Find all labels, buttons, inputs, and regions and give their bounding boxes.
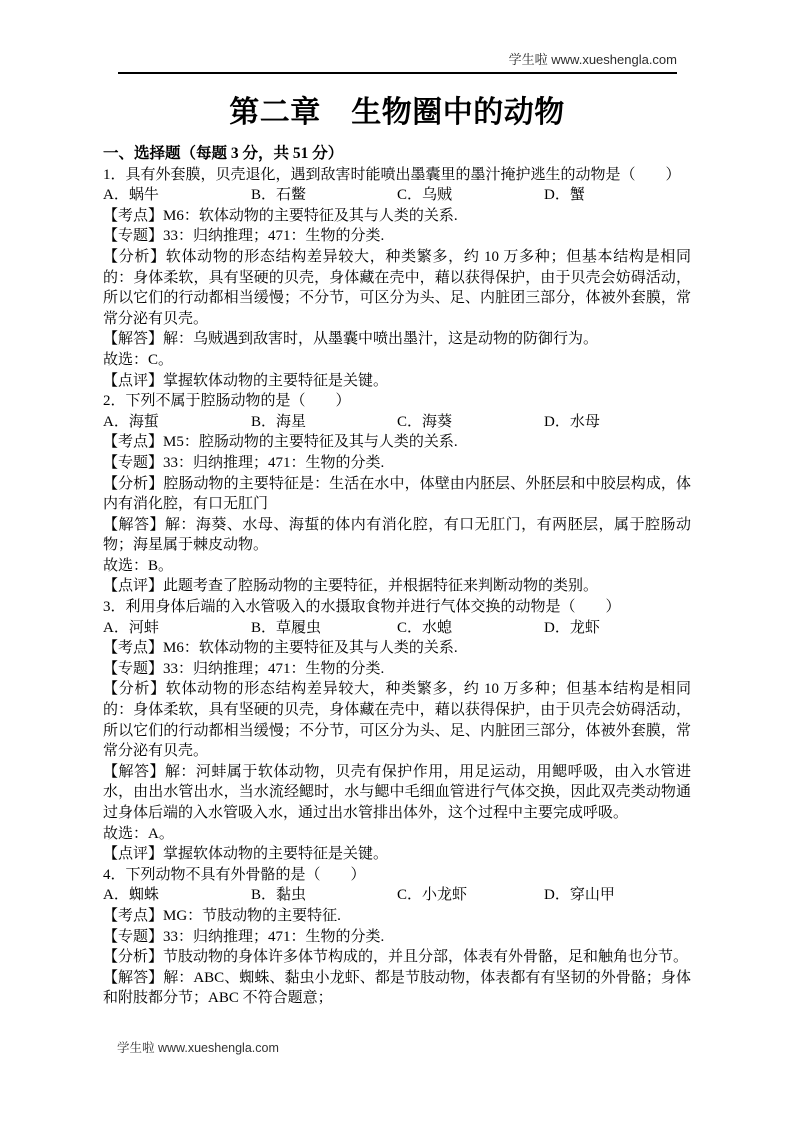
option-a: A．河蚌	[103, 619, 159, 636]
option-c: C．水螅	[397, 619, 453, 636]
explanation-paragraph: 【考点】M6：软体动物的主要特征及其与人类的关系.	[103, 207, 458, 224]
option-c: C．小龙虾	[397, 887, 468, 904]
option-b: B．黏虫	[251, 887, 307, 904]
explanation-paragraph: 故选：C。	[103, 351, 174, 368]
option-a: A．蜘蛛	[103, 887, 159, 904]
option-d: D．龙虾	[544, 619, 600, 636]
explanation-paragraph: 【分析】软体动物的形态结构差异较大，种类繁多，约 10 万多种；但基本结构是相同的：身体柔软，具有坚硬的贝壳，身体藏在壳中，藉以获得保护，由于贝壳会妨碍活动，所以它们的行动都相当缓慢；不分节，可区分为头、足、内脏团三部分，体被外套膜，常常分泌有贝壳。	[103, 248, 691, 327]
section-heading: 一、选择题（每题 3 分，共 51 分）	[103, 145, 344, 162]
explanation-paragraph: 【点评】此题考查了腔肠动物的主要特征，并根据特征来判断动物的类别。	[103, 578, 599, 595]
option-a: A．海蜇	[103, 413, 159, 430]
document-content	[103, 93, 691, 1009]
option-b: B．草履虫	[251, 619, 322, 636]
explanation-paragraph: 【专题】33：归纳推理；471：生物的分类.	[103, 928, 385, 945]
explanation-paragraph: 【考点】M5：腔肠动物的主要特征及其与人类的关系.	[103, 434, 458, 451]
options-row	[103, 618, 691, 639]
option-b: B．海星	[251, 413, 307, 430]
explanation-paragraph: 【解答】解：海葵、水母、海蜇的体内有消化腔，有口无肛门，有两胚层，属于腔肠动物；海星属于棘皮动物。	[103, 516, 691, 554]
explanation-paragraph: 故选：A。	[103, 825, 174, 842]
explanation-paragraph: 【专题】33：归纳推理；471：生物的分类.	[103, 660, 385, 677]
explanation-paragraph: 【考点】M6：软体动物的主要特征及其与人类的关系.	[103, 640, 458, 657]
question-stem: 4．下列动物不具有外骨骼的是（ ）	[103, 866, 366, 883]
explanation-paragraph: 【解答】解：河蚌属于软体动物，贝壳有保护作用，用足运动，用鳃呼吸，由入水管进水，由出水管出水，当水流经鳃时，水与鳃中毛细血管进行气体交换，因此双壳类动物通过身体后端的入水管吸入水，通过出水管排出体外，这个过程中主要完成呼吸。	[103, 763, 691, 821]
explanation-paragraph: 【点评】掌握软体动物的主要特征是关键。	[103, 372, 389, 389]
footer-site-label: 学生啦 www.xueshengla.com	[117, 1041, 279, 1055]
option-d: D．穿山甲	[544, 887, 615, 904]
option-d: D．蟹	[544, 187, 585, 204]
header-divider	[118, 72, 677, 74]
explanation-paragraph: 【分析】腔肠动物的主要特征是：生活在水中，体壁由内胚层、外胚层和中胶层构成，体内有消化腔，有口无肛门	[103, 475, 691, 513]
options-row	[103, 885, 691, 906]
options-row	[103, 185, 691, 206]
option-c: C．乌贼	[397, 187, 453, 204]
options-row	[103, 412, 691, 433]
page-title: 第二章 生物圈中的动物	[229, 96, 565, 129]
option-b: B．石鳖	[251, 187, 307, 204]
option-a: A．蜗牛	[103, 187, 159, 204]
header-site-label: 学生啦 www.xueshengla.com	[508, 52, 677, 67]
explanation-paragraph: 【专题】33：归纳推理；471：生物的分类.	[103, 454, 385, 471]
explanation-paragraph: 【解答】解：ABC、蜘蛛、黏虫小龙虾、都是节肢动物，体表都有有坚韧的外骨骼；身体和附肢都分节；ABC 不符合题意；	[103, 969, 691, 1007]
explanation-paragraph: 【解答】解：乌贼遇到敌害时，从墨囊中喷出墨汁，这是动物的防御行为。	[103, 331, 599, 348]
option-c: C．海葵	[397, 413, 453, 430]
questions-list	[103, 165, 691, 1009]
explanation-paragraph: 【分析】节肢动物的身体许多体节构成的，并且分部，体表有外骨骼，足和触角也分节。	[103, 949, 689, 966]
question-stem: 1．具有外套膜，贝壳退化，遇到敌害时能喷出墨囊里的墨汁掩护逃生的动物是（ ）	[103, 166, 681, 183]
explanation-paragraph: 故选：B。	[103, 557, 174, 574]
explanation-paragraph: 【专题】33：归纳推理；471：生物的分类.	[103, 228, 385, 245]
explanation-paragraph: 【分析】软体动物的形态结构差异较大，种类繁多，约 10 万多种；但基本结构是相同的：身体柔软，具有坚硬的贝壳，身体藏在壳中，藉以获得保护，由于贝壳会妨碍活动，所以它们的行动都相当缓慢；不分节，可区分为头、足、内脏团三部分，体被外套膜，常常分泌有贝壳。	[103, 681, 691, 760]
question-stem: 2．下列不属于腔肠动物的是（ ）	[103, 393, 351, 410]
explanation-paragraph: 【点评】掌握软体动物的主要特征是关键。	[103, 846, 389, 863]
option-d: D．水母	[544, 413, 600, 430]
question-stem: 3．利用身体后端的入水管吸入的水摄取食物并进行气体交换的动物是（ ）	[103, 599, 621, 616]
explanation-paragraph: 【考点】MG：节肢动物的主要特征.	[103, 907, 341, 924]
